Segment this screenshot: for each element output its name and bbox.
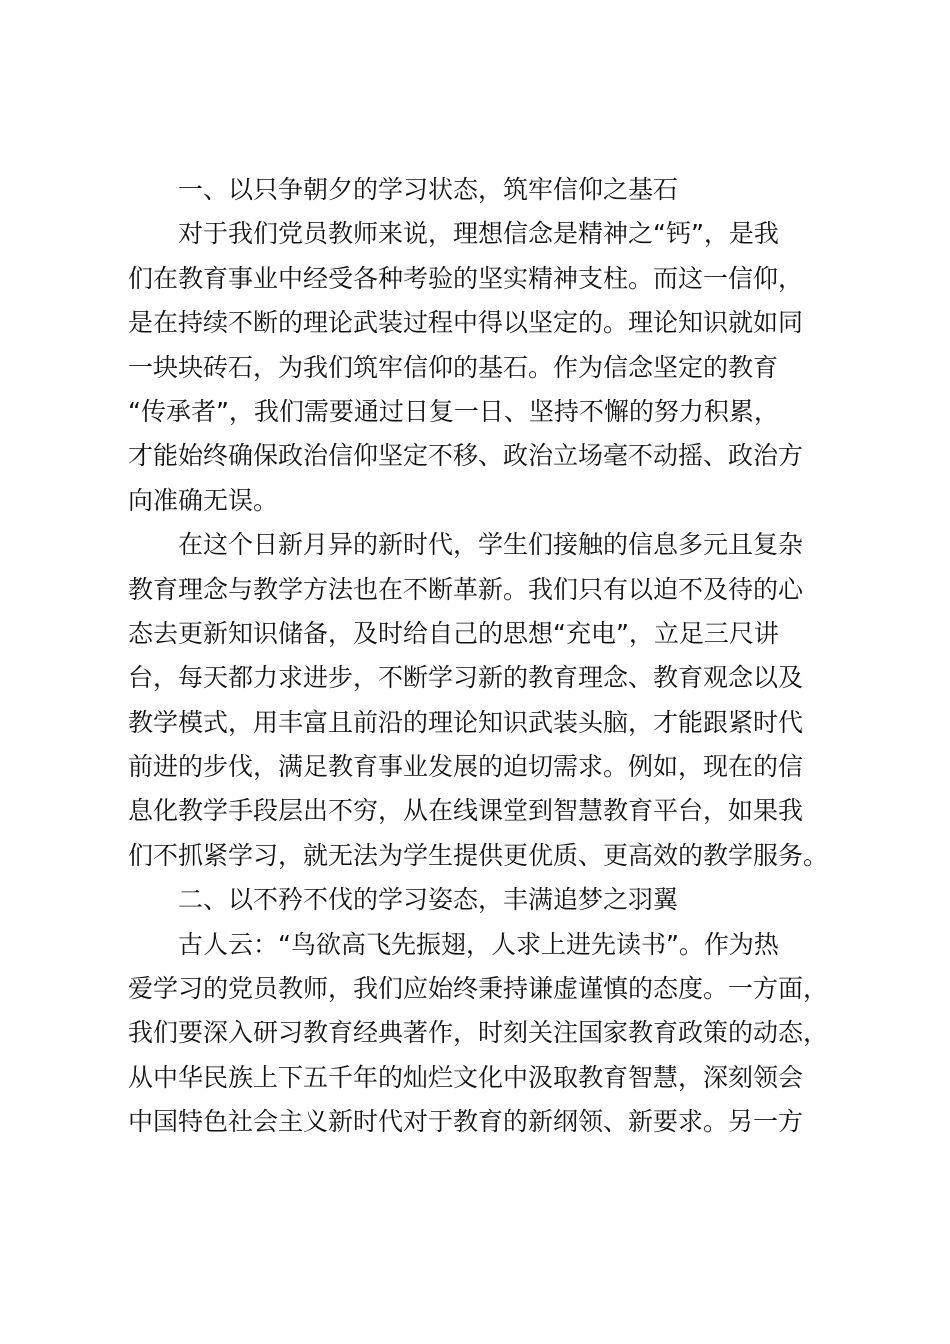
paragraph-line: 们在教育事业中经受各种考验的坚实精神支柱。而这一信仰， <box>128 263 804 293</box>
document-body <box>128 168 848 1145</box>
paragraph-line: 态去更新知识储备，及时给自己的思想“充电”，立足三尺讲 <box>128 618 779 648</box>
paragraph-line: 台，每天都力求进步，不断学习新的教育理念、教育观念以及 <box>128 663 804 693</box>
paragraph-line: 教学模式，用丰富且前沿的理论知识武装头脑，才能跟紧时代 <box>128 707 804 737</box>
paragraph-line: 一块块砖石，为我们筑牢信仰的基石。作为信念坚定的教育 <box>128 352 779 382</box>
section-heading-1: 一、以只争朝夕的学习状态，筑牢信仰之基石 <box>178 175 679 204</box>
paragraph-line: 是在持续不断的理论武装过程中得以坚定的。理论知识就如同 <box>128 308 804 338</box>
paragraph-line: 古人云：“鸟欲高飞先振翅，人求上进先读书”。作为热 <box>178 929 779 959</box>
paragraph-line: 爱学习的党员教师，我们应始终秉持谦虚谨慎的态度。一方面， <box>128 974 829 1004</box>
paragraph-line: 向准确无误。 <box>128 485 279 515</box>
paragraph-line: “传承者”，我们需要通过日复一日、坚持不懈的努力积累， <box>128 396 779 426</box>
paragraph-line: 从中华民族上下五千年的灿烂文化中汲取教育智慧，深刻领会 <box>128 1062 804 1092</box>
paragraph-line: 息化教学手段层出不穷，从在线课堂到智慧教育平台，如果我 <box>128 796 804 826</box>
paragraph-line: 中国特色社会主义新时代对于教育的新纲领、新要求。另一方 <box>128 1107 804 1137</box>
section-heading-2: 二、以不矜不伐的学习姿态，丰满追梦之羽翼 <box>178 885 679 915</box>
paragraph-line: 才能始终确保政治信仰坚定不移、政治立场毫不动摇、政治方 <box>128 441 804 471</box>
paragraph-line: 教育理念与教学方法也在不断革新。我们只有以迫不及待的心 <box>128 574 804 604</box>
paragraph-line: 们不抓紧学习，就无法为学生提供更优质、更高效的教学服务。 <box>128 840 829 870</box>
paragraph-line: 对于我们党员教师来说，理想信念是精神之“钙”，是我 <box>178 219 779 249</box>
paragraph-line: 我们要深入研习教育经典著作，时刻关注国家教育政策的动态， <box>128 1018 829 1048</box>
paragraph-line: 在这个日新月异的新时代，学生们接触的信息多元且复杂 <box>178 530 804 560</box>
paragraph-line: 前进的步伐，满足教育事业发展的迫切需求。例如，现在的信 <box>128 752 804 782</box>
